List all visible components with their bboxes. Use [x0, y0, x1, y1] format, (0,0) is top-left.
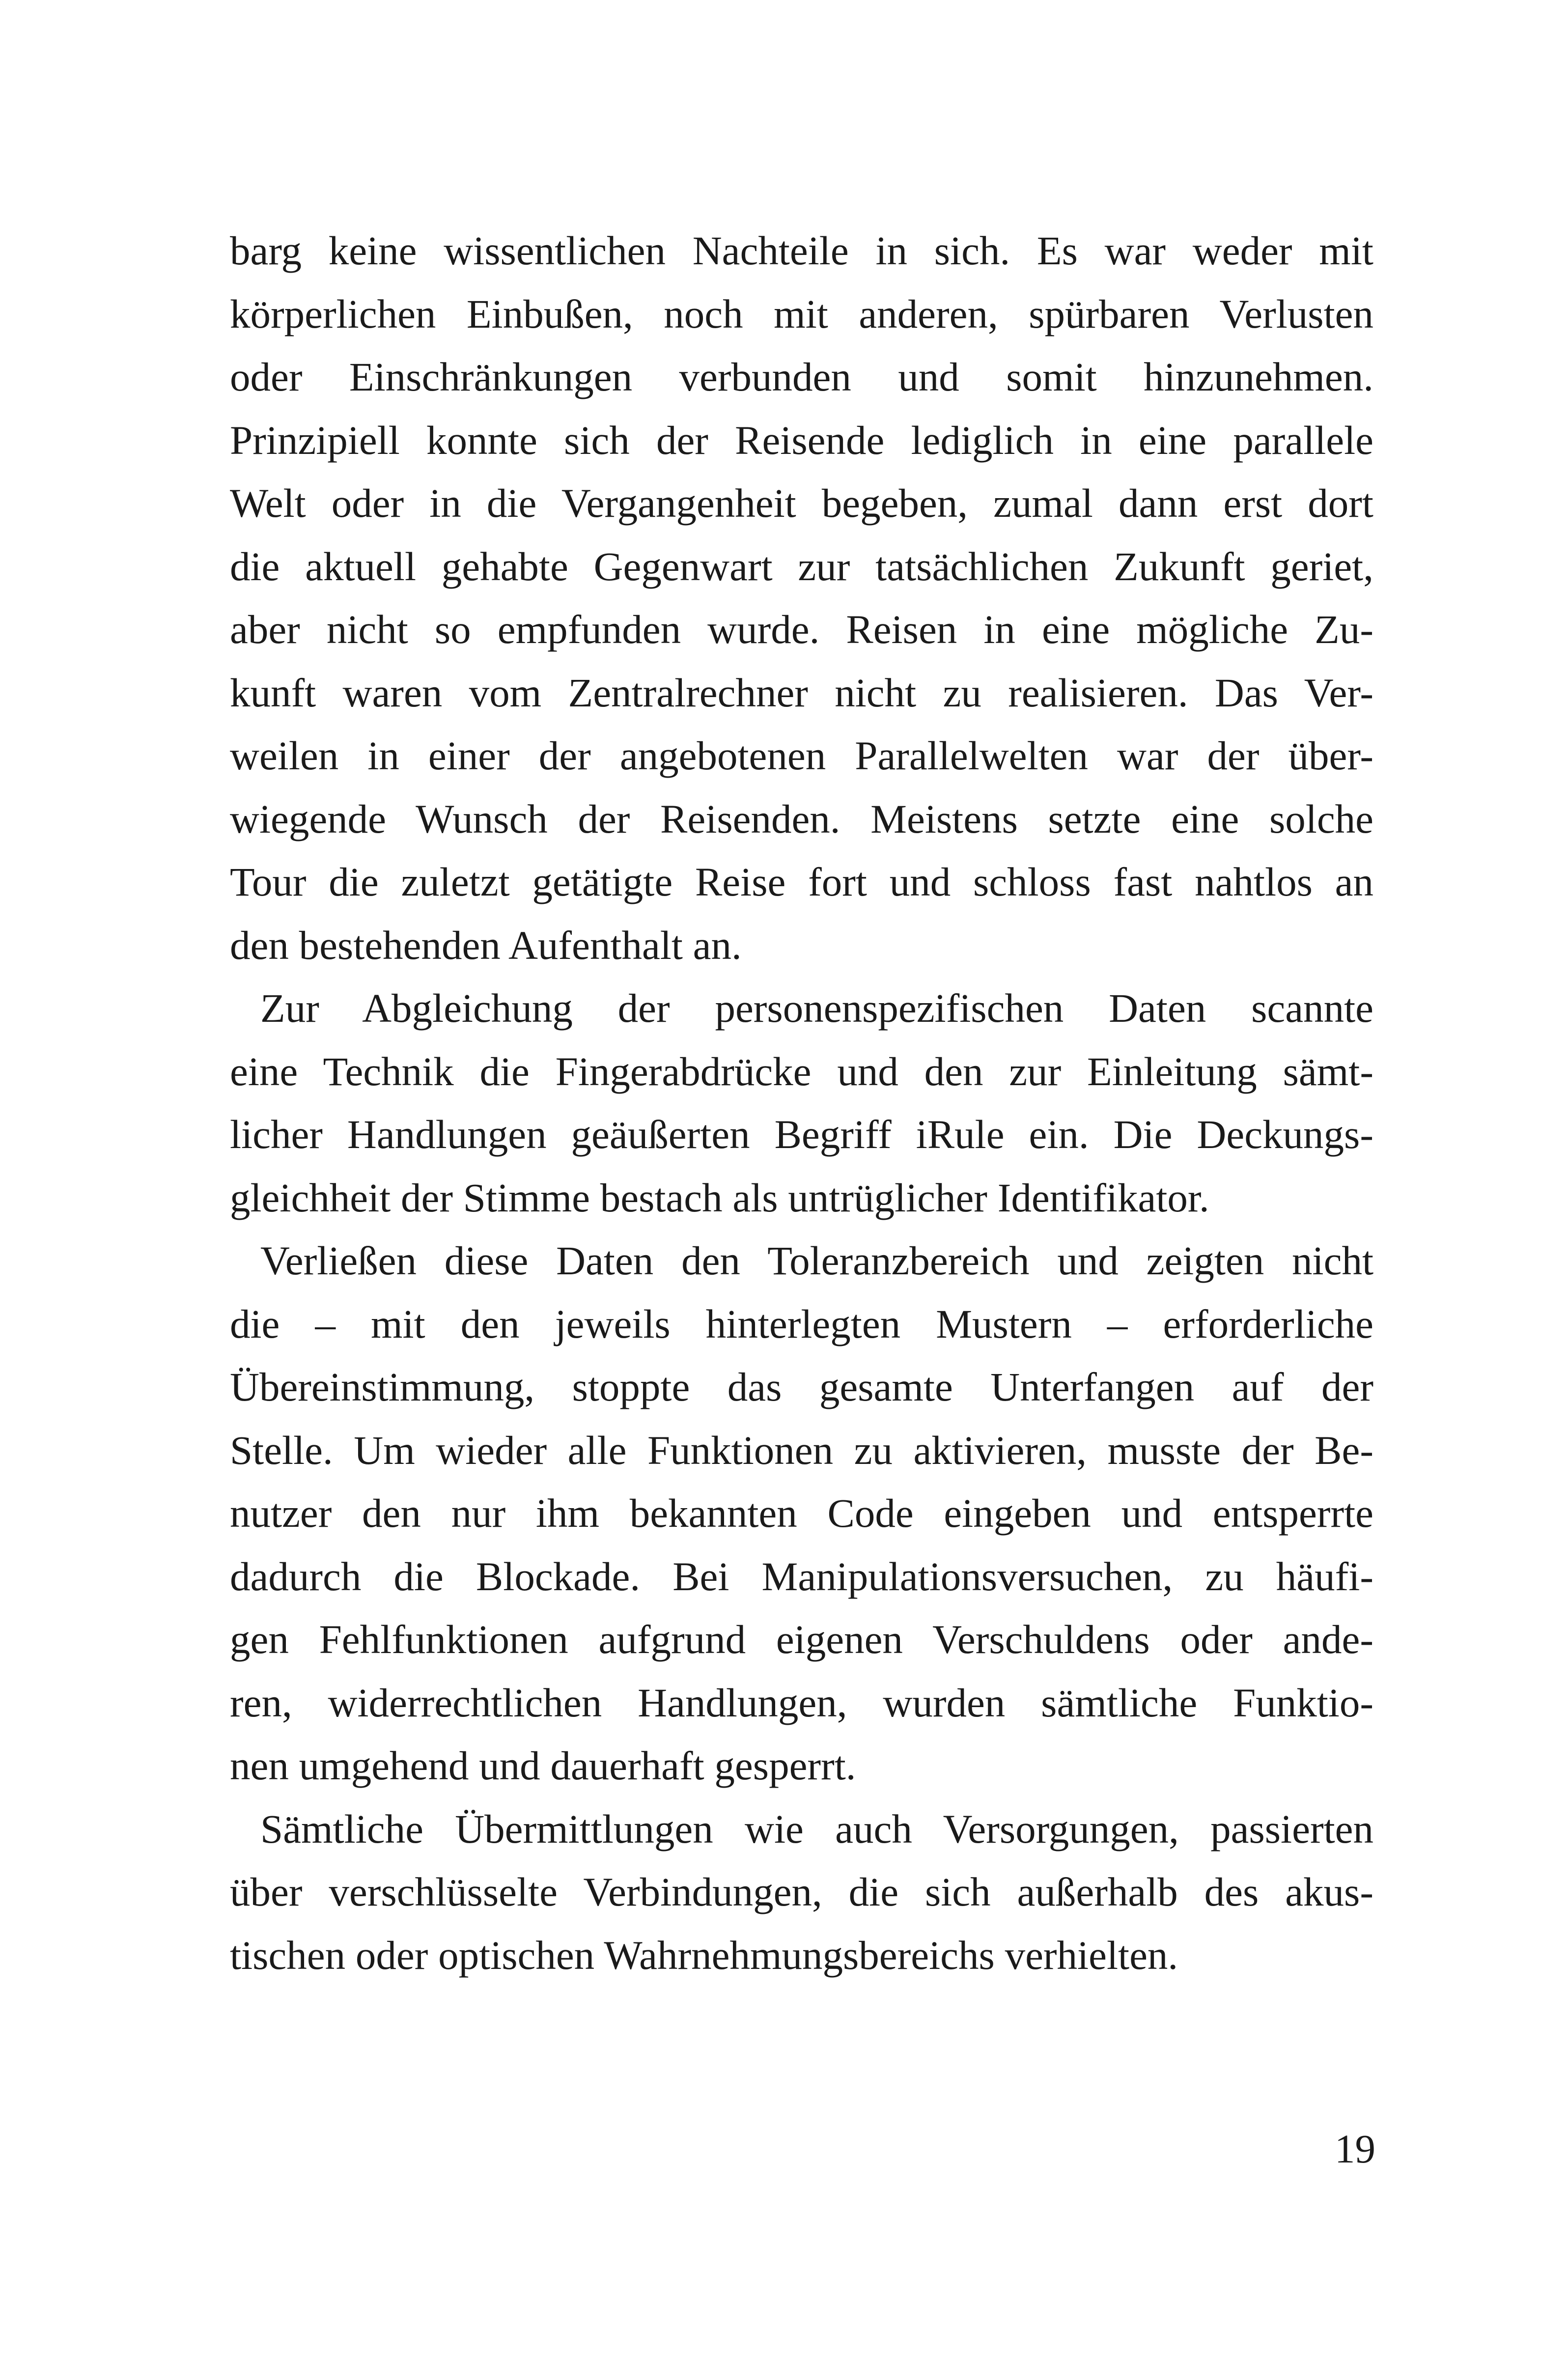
text-line: kunft waren vom Zentralrechner nicht zu realisieren. Das Ver-	[230, 670, 1373, 715]
text-line: Zur Abgleichung der personenspezifischen Daten scannte	[260, 985, 1373, 1031]
text-line: gleichheit der Stimme bestach als untrüglicher Identifikator.	[230, 1175, 1209, 1220]
paragraph	[230, 1797, 1373, 1987]
text-line: dadurch die Blockade. Bei Manipulationsversuchen, zu häufi-	[230, 1553, 1373, 1599]
text-line: gen Fehlfunktionen aufgrund eigenen Verschuldens oder ande-	[230, 1617, 1373, 1662]
text-line: oder Einschränkungen verbunden und somit hinzunehmen.	[230, 354, 1373, 399]
text-line: Stelle. Um wieder alle Funktionen zu aktivieren, musste der Be-	[230, 1427, 1373, 1473]
body-text	[230, 219, 1373, 1987]
text-line: Übereinstimmung, stoppte das gesamte Unterfangen auf der	[230, 1364, 1373, 1409]
paragraph	[230, 219, 1373, 977]
text-line: wiegende Wunsch der Reisenden. Meistens setzte eine solche	[230, 796, 1373, 842]
text-line: Welt oder in die Vergangenheit begeben, zumal dann erst dort	[230, 480, 1373, 526]
page-number: 19	[1335, 2126, 1375, 2171]
text-line: die – mit den jeweils hinterlegten Mustern – erforderliche	[230, 1301, 1373, 1347]
text-line: eine Technik die Fingerabdrücke und den zur Einleitung sämt-	[230, 1048, 1373, 1094]
text-line: licher Handlungen geäußerten Begriff iRule ein. Die Deckungs-	[230, 1112, 1373, 1157]
text-line: körperlichen Einbußen, noch mit anderen, spürbaren Verlusten	[230, 291, 1373, 337]
text-line: die aktuell gehabte Gegenwart zur tatsächlichen Zukunft geriet,	[230, 543, 1373, 589]
paragraph	[230, 1229, 1373, 1797]
text-line: weilen in einer der angebotenen Parallelwelten war der über-	[230, 733, 1373, 778]
text-line: Sämtliche Übermittlungen wie auch Versorgungen, passierten	[260, 1806, 1373, 1852]
text-line: barg keine wissentlichen Nachteile in sich. Es war weder mit	[230, 228, 1373, 273]
text-line: tischen oder optischen Wahrnehmungsbereichs verhielten.	[230, 1932, 1178, 1978]
text-line: nen umgehend und dauerhaft gesperrt.	[230, 1743, 856, 1788]
text-line: den bestehenden Aufenthalt an.	[230, 922, 742, 968]
paragraph	[230, 977, 1373, 1229]
text-line: über verschlüsselte Verbindungen, die sich außerhalb des akus-	[230, 1869, 1373, 1914]
text-line: Verließen diese Daten den Toleranzbereich und zeigten nicht	[260, 1238, 1373, 1283]
text-line: aber nicht so empfunden wurde. Reisen in eine mögliche Zu-	[230, 607, 1373, 652]
text-line: Tour die zuletzt getätigte Reise fort und schloss fast nahtlos an	[230, 859, 1373, 904]
text-line: ren, widerrechtlichen Handlungen, wurden sämtliche Funktio-	[230, 1680, 1373, 1725]
text-line: Prinzipiell konnte sich der Reisende lediglich in eine parallele	[230, 417, 1373, 463]
text-line: nutzer den nur ihm bekannten Code eingeben und entsperrte	[230, 1490, 1373, 1536]
